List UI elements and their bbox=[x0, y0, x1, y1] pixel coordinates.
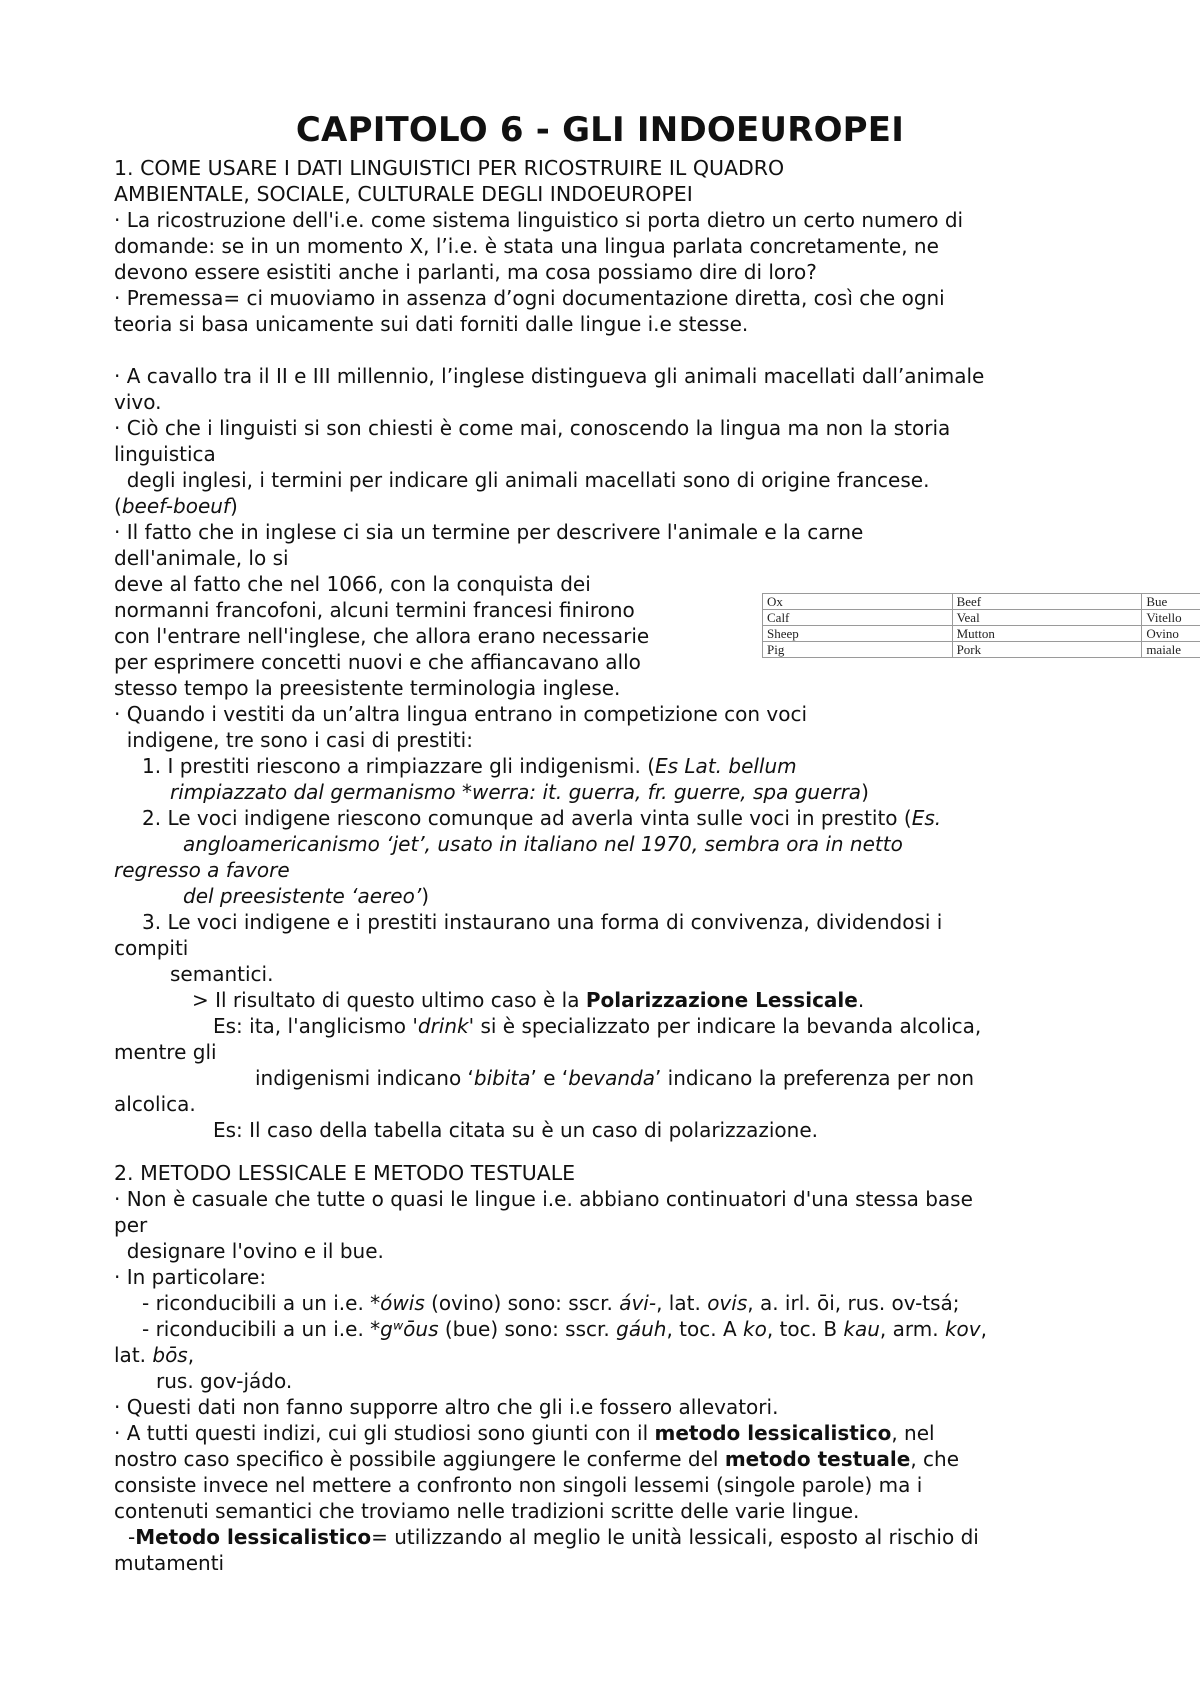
table-cell: Mutton bbox=[952, 626, 1142, 642]
text-span: , toc. B bbox=[766, 1317, 844, 1341]
paragraph-line: · La ricostruzione dell'i.e. come sistema linguistico si porta dietro un certo numero di bbox=[114, 208, 964, 232]
text-span: , bbox=[187, 1343, 195, 1367]
italic-text: bevanda bbox=[568, 1066, 655, 1090]
paragraph-line: normanni francofoni, alcuni termini francesi finirono bbox=[114, 598, 635, 622]
table-cell: Vitello bbox=[1142, 610, 1200, 626]
paragraph-line: per esprimere concetti nuovi e che affiancavano allo bbox=[114, 650, 641, 674]
italic-text: bōs bbox=[152, 1343, 188, 1367]
italic-text: del preesistente ‘aereo’ bbox=[183, 884, 422, 908]
section1-heading-line2: AMBIENTALE, SOCIALE, CULTURALE DEGLI INDOEUROPEI bbox=[114, 182, 693, 206]
bold-text: Metodo lessicalistico bbox=[135, 1525, 372, 1549]
text-span: Es: ita, l'anglicismo ' bbox=[213, 1014, 418, 1038]
text-span: (bue) sono: sscr. bbox=[438, 1317, 617, 1341]
table-row bbox=[763, 610, 1200, 626]
result-line bbox=[192, 987, 864, 1013]
text-span: . bbox=[857, 988, 865, 1012]
animal-terms-table bbox=[762, 593, 1200, 658]
text-span: 1. I prestiti riescono a rimpiazzare gli indigenismi. ( bbox=[142, 754, 655, 778]
bold-text: metodo testuale bbox=[724, 1447, 911, 1471]
text-span: ( bbox=[114, 494, 122, 518]
paragraph-line bbox=[114, 1446, 959, 1472]
paragraph-line: · Ciò che i linguisti si son chiesti è come mai, conoscendo la lingua ma non la storia bbox=[114, 416, 951, 440]
table-row bbox=[763, 626, 1200, 642]
paragraph-line bbox=[128, 1524, 979, 1550]
text-span: , toc. A bbox=[666, 1317, 743, 1341]
paragraph-line: vivo. bbox=[114, 390, 162, 414]
text-span: nostro caso specifico è possibile aggiungere le conferme del bbox=[114, 1447, 725, 1471]
paragraph-line: deve al fatto che nel 1066, con la conquista dei bbox=[114, 572, 591, 596]
section2-heading: 2. METODO LESSICALE E METODO TESTUALE bbox=[114, 1161, 576, 1185]
numbered-item-continuation: compiti bbox=[114, 936, 189, 960]
text-span: , bbox=[980, 1317, 987, 1341]
example-line bbox=[213, 1013, 981, 1039]
table-row bbox=[763, 642, 1200, 658]
table-cell: maiale bbox=[1142, 642, 1200, 658]
section1-heading-line1: 1. COME USARE I DATI LINGUISTICI PER RICOSTRUIRE IL QUADRO bbox=[114, 156, 785, 180]
table-cell: Sheep bbox=[763, 626, 953, 642]
text-span: ' si è specializzato per indicare la bevanda alcolica, bbox=[468, 1014, 982, 1038]
text-span: 2. Le voci indigene riescono comunque ad averla vinta sulle voci in prestito ( bbox=[142, 806, 912, 830]
example-line: alcolica. bbox=[114, 1092, 196, 1116]
list-item-continuation: rus. gov-jádo. bbox=[156, 1369, 293, 1393]
text-span: - bbox=[128, 1525, 136, 1549]
example-line bbox=[255, 1065, 974, 1091]
paragraph-line: stesso tempo la preesistente terminologia inglese. bbox=[114, 676, 621, 700]
paragraph-line: · In particolare: bbox=[114, 1265, 267, 1289]
paragraph-line: · Quando i vestiti da un’altra lingua entrano in competizione con voci bbox=[114, 702, 808, 726]
text-span: · A tutti questi indizi, cui gli studiosi sono giunti con il bbox=[114, 1421, 655, 1445]
text-span: ’ indicano la preferenza per non bbox=[654, 1066, 975, 1090]
text-span: ) bbox=[421, 884, 430, 908]
italic-text: kov bbox=[944, 1317, 981, 1341]
text-span: > Il risultato di questo ultimo caso è la bbox=[192, 988, 586, 1012]
text-span: , lat. bbox=[656, 1291, 708, 1315]
table-cell: Pig bbox=[763, 642, 953, 658]
paragraph-line: linguistica bbox=[114, 442, 216, 466]
paragraph-line: consiste invece nel mettere a confronto non singoli lessemi (singole parole) ma i bbox=[114, 1473, 923, 1497]
italic-text: beef-boeuf bbox=[121, 494, 230, 518]
paragraph-line: domande: se in un momento X, l’i.e. è stata una lingua parlata concretamente, ne bbox=[114, 234, 939, 258]
paragraph-line: con l'entrare nell'inglese, che allora erano necessarie bbox=[114, 624, 650, 648]
numbered-item-continuation: semantici. bbox=[170, 962, 274, 986]
italic-text: ávi- bbox=[619, 1291, 657, 1315]
table-cell: Calf bbox=[763, 610, 953, 626]
numbered-item bbox=[142, 805, 941, 831]
bold-text: Polarizzazione Lessicale bbox=[585, 988, 858, 1012]
paragraph-line: contenuti semantici che troviamo nelle tradizioni scritte delle varie lingue. bbox=[114, 1499, 860, 1523]
chapter-title: CAPITOLO 6 - GLI INDOEUROPEI bbox=[295, 110, 905, 150]
numbered-item-continuation: regresso a favore bbox=[114, 858, 290, 882]
paragraph-line: designare l'ovino e il bue. bbox=[114, 1239, 384, 1263]
example-line: Es: Il caso della tabella citata su è un caso di polarizzazione. bbox=[213, 1118, 818, 1142]
numbered-item-continuation bbox=[170, 779, 869, 805]
paragraph-line: indigene, tre sono i casi di prestiti: bbox=[114, 728, 473, 752]
italic-text: bibita bbox=[473, 1066, 531, 1090]
italic-text: gáuh bbox=[616, 1317, 667, 1341]
text-span: , a. irl. ōi, rus. ov-tsá; bbox=[747, 1291, 960, 1315]
paragraph-line: · Il fatto che in inglese ci sia un termine per descrivere l'animale e la carne bbox=[114, 520, 864, 544]
text-span: lat. bbox=[114, 1343, 153, 1367]
paragraph-line bbox=[114, 493, 238, 519]
list-item bbox=[142, 1316, 987, 1342]
italic-text: ówis bbox=[380, 1291, 425, 1315]
bold-text: metodo lessicalistico bbox=[654, 1421, 892, 1445]
text-span: ) bbox=[229, 494, 238, 518]
text-span: (ovino) sono: sscr. bbox=[424, 1291, 620, 1315]
text-span: - riconducibili a un i.e. * bbox=[142, 1291, 381, 1315]
paragraph-line: devono essere esistiti anche i parlanti, ma cosa possiamo dire di loro? bbox=[114, 260, 817, 284]
example-line: mentre gli bbox=[114, 1040, 217, 1064]
table-cell: Bue bbox=[1142, 594, 1200, 610]
list-item bbox=[142, 1290, 960, 1316]
table-row bbox=[763, 594, 1200, 610]
table-cell: Pork bbox=[952, 642, 1142, 658]
text-span: , che bbox=[910, 1447, 960, 1471]
italic-text: Es. bbox=[911, 806, 942, 830]
paragraph-line: mutamenti bbox=[114, 1551, 225, 1575]
italic-text: Es Lat. bellum bbox=[655, 754, 797, 778]
paragraph-line: · Questi dati non fanno supporre altro che gli i.e fossero allevatori. bbox=[114, 1395, 779, 1419]
numbered-item-continuation: angloamericanismo ‘jet’, usato in italiano nel 1970, sembra ora in netto bbox=[183, 832, 903, 856]
italic-text: kau bbox=[843, 1317, 880, 1341]
list-item-continuation bbox=[114, 1342, 194, 1368]
paragraph-line: dell'animale, lo si bbox=[114, 546, 289, 570]
text-span: = utilizzando al meglio le unità lessicali, esposto al rischio di bbox=[371, 1525, 979, 1549]
paragraph-line: per bbox=[114, 1213, 148, 1237]
text-span: , arm. bbox=[879, 1317, 945, 1341]
paragraph-line bbox=[114, 1420, 935, 1446]
text-span: ’ e ‘ bbox=[530, 1066, 569, 1090]
table-cell: Ovino bbox=[1142, 626, 1200, 642]
paragraph-line: teoria si basa unicamente sui dati forniti dalle lingue i.e stesse. bbox=[114, 312, 749, 336]
numbered-item bbox=[142, 753, 797, 779]
text-span: - riconducibili a un i.e. * bbox=[142, 1317, 381, 1341]
table-cell: Beef bbox=[952, 594, 1142, 610]
paragraph-line: · Premessa= ci muoviamo in assenza d’ogni documentazione diretta, così che ogni bbox=[114, 286, 945, 310]
paragraph-line: · Non è casuale che tutte o quasi le lingue i.e. abbiano continuatori d'una stessa base bbox=[114, 1187, 973, 1211]
text-span: , nel bbox=[891, 1421, 935, 1445]
table-cell: Ox bbox=[763, 594, 953, 610]
numbered-item: 3. Le voci indigene e i prestiti instaurano una forma di convivenza, dividendosi i bbox=[142, 910, 943, 934]
paragraph-line: · A cavallo tra il II e III millennio, l’inglese distingueva gli animali macellati dall’animale bbox=[114, 364, 985, 388]
italic-text: gʷōus bbox=[380, 1317, 439, 1341]
italic-text: ovis bbox=[707, 1291, 748, 1315]
paragraph-line: degli inglesi, i termini per indicare gli animali macellati sono di origine francese. bbox=[114, 468, 930, 492]
text-span: ) bbox=[861, 780, 869, 804]
italic-text: drink bbox=[417, 1014, 469, 1038]
italic-text: ko bbox=[742, 1317, 767, 1341]
numbered-item-continuation bbox=[183, 883, 429, 909]
table-cell: Veal bbox=[952, 610, 1142, 626]
text-span: indigenismi indicano ‘ bbox=[255, 1066, 474, 1090]
italic-text: rimpiazzato dal germanismo *werra: it. guerra, fr. guerre, spa guerra bbox=[170, 780, 862, 804]
